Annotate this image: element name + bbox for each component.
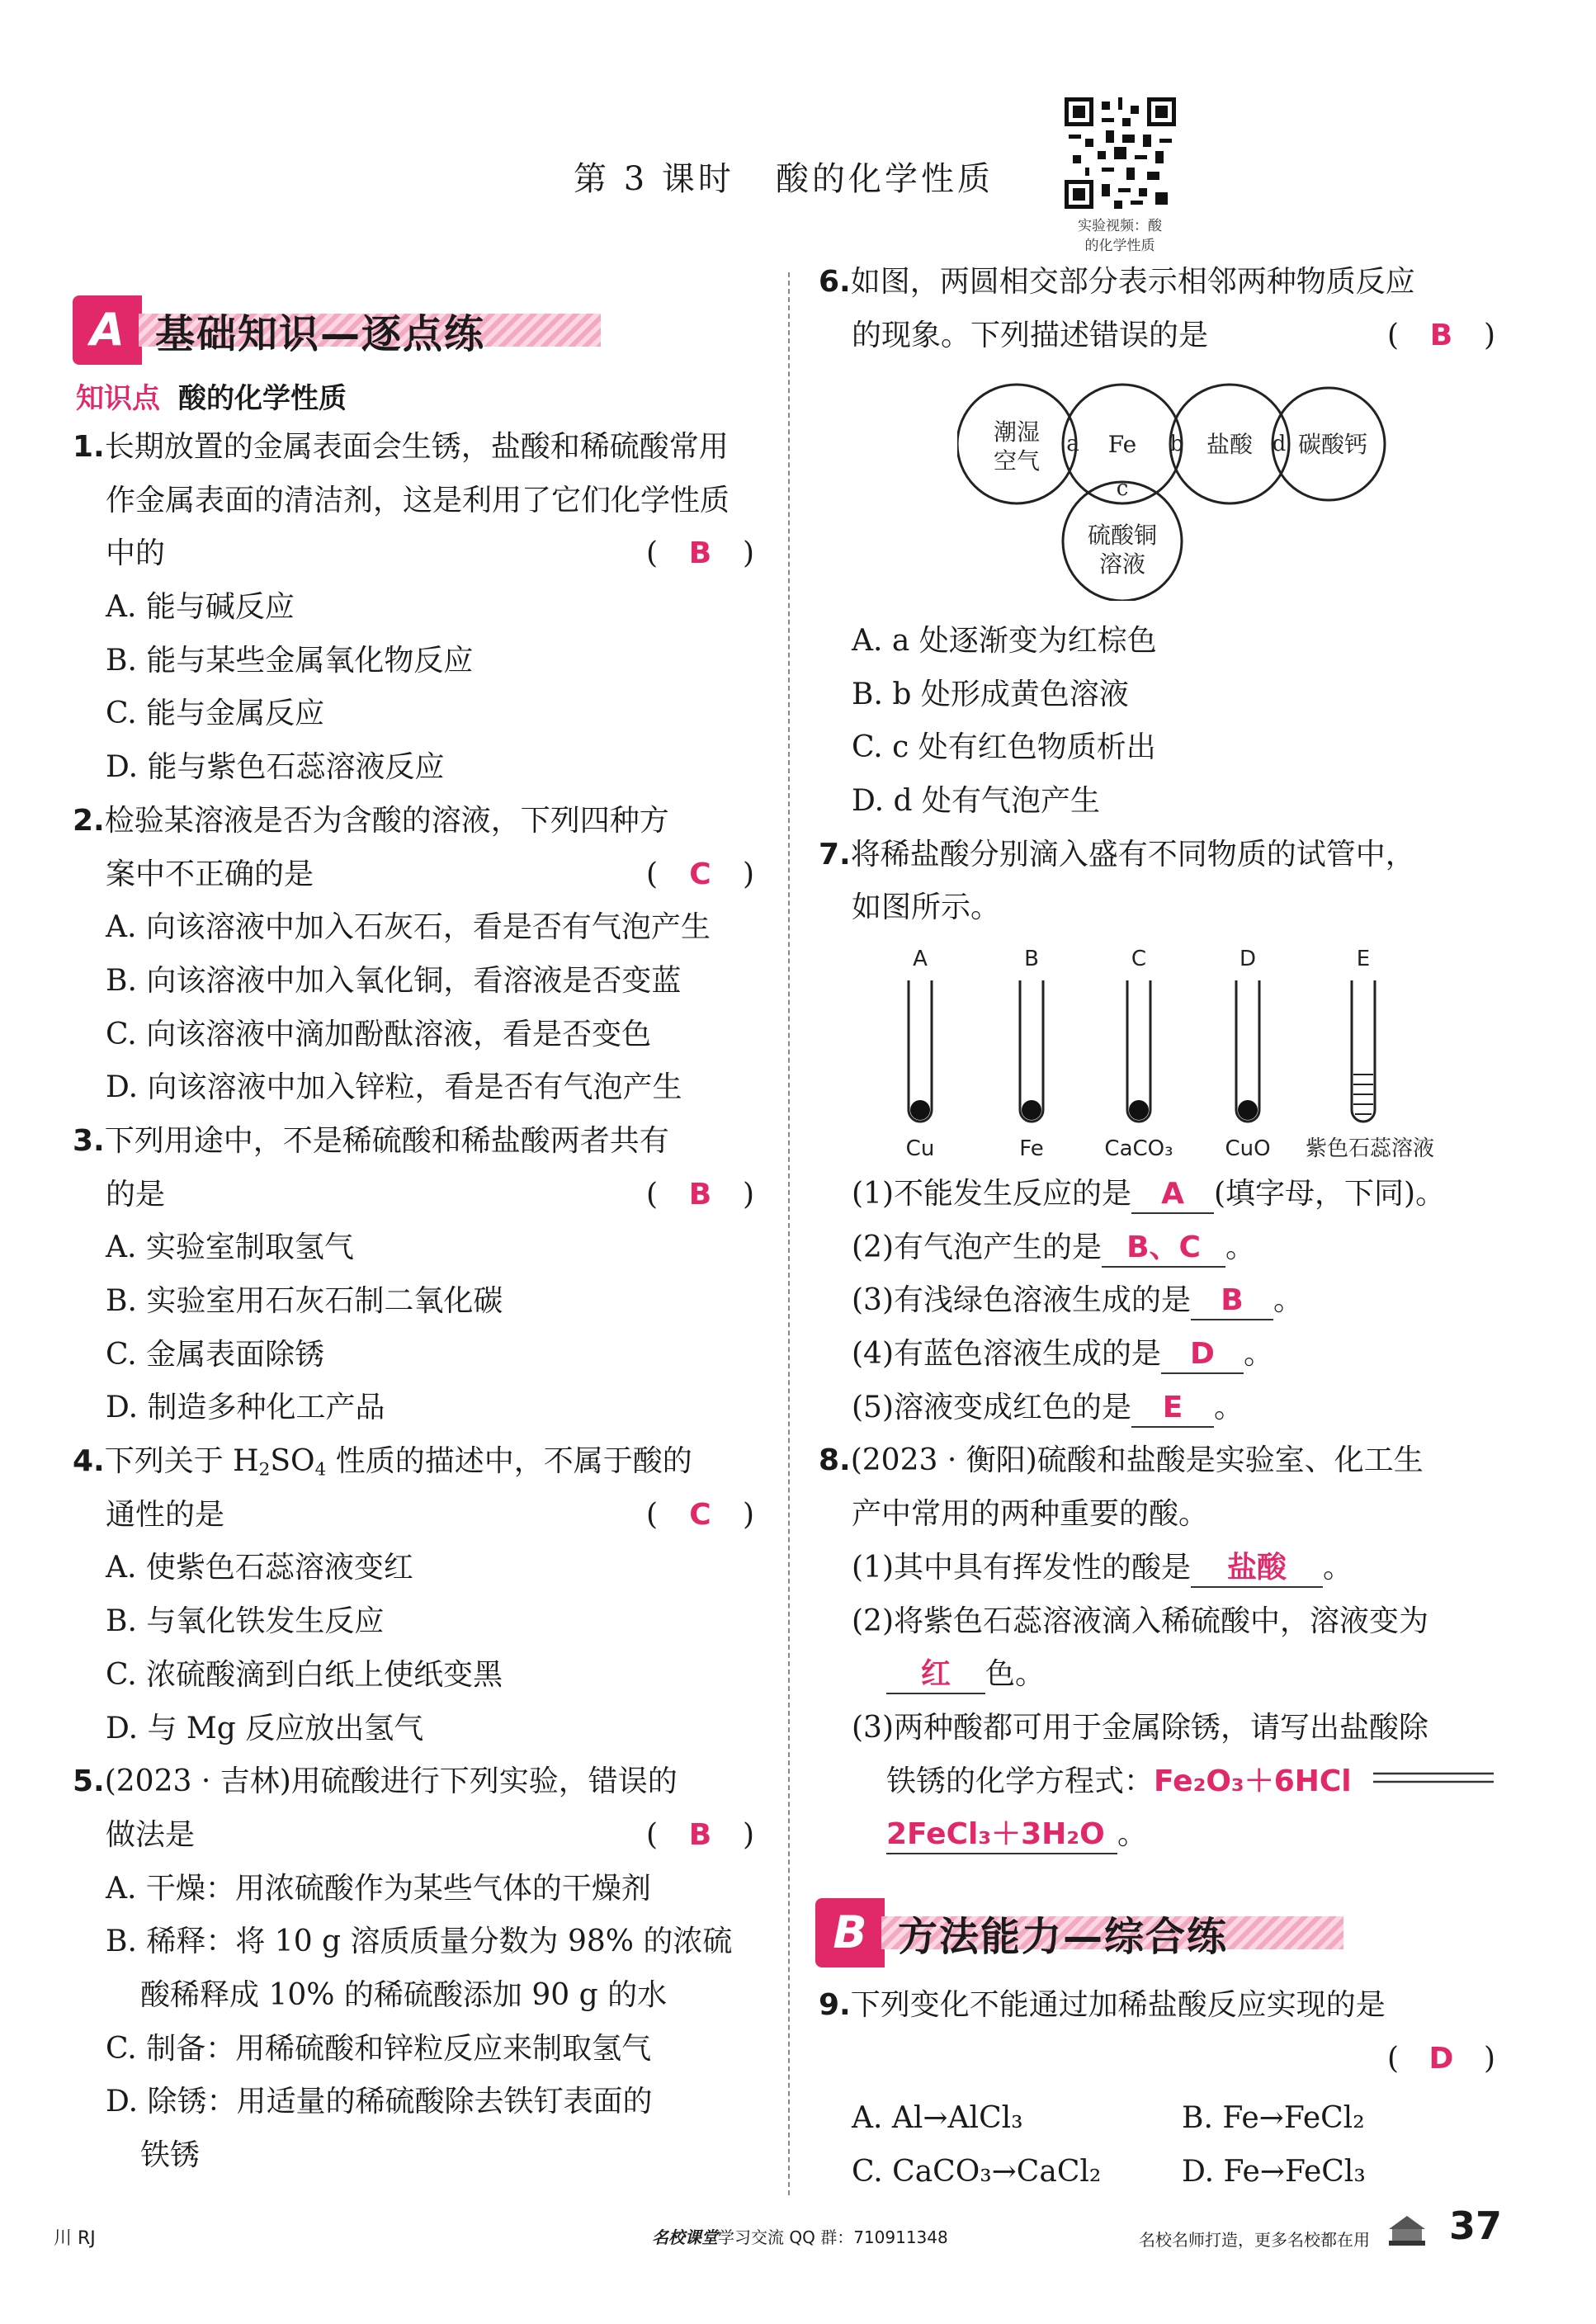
option: B. 稀释：将 10 g 溶质质量分数为 98% 的浓硫 — [106, 1925, 733, 1959]
right-column-bottom: (1)不能发生反应的是 A (填字母，下同)。 (2)有气泡产生的是 B、C 。 (3)有浅绿色溶液生成的是 B 。 (4)有蓝色溶液生成的是 D 。 (5)溶液变成红色的是 E 。 8.(2023 · 衡阳)硫酸和盐酸是实验室、化工生 产中常用的两种重要的酸。 (1)其中具有挥发性的酸是 盐酸 。 (2)将紫色石蕊溶液滴入稀硫酸中，溶液变为 红 色。 (3)两种酸都可用于金属除锈，请写出盐酸除 铁锈的化学方程式：Fe₂O₃＋6HCl 2FeCl₃＋3H₂O 。 — [819, 1168, 1504, 1862]
q7-sub-1: (1)不能发生反应的是 A (填字母，下同)。 — [819, 1168, 1504, 1221]
option: C. 金属表面除锈 — [106, 1337, 325, 1372]
option: A. 使紫色石蕊溶液变红 — [106, 1551, 413, 1585]
answer-3: ( B ) — [646, 1177, 754, 1212]
option: B. 实验室用石灰石制二氧化碳 — [106, 1284, 503, 1318]
q8-sub-3-cont: 铁锈的化学方程式：Fe₂O₃＋6HCl — [819, 1755, 1504, 1809]
question-9-block — [819, 1979, 1495, 2199]
answer-4: ( C ) — [646, 1497, 754, 1532]
test-tubes-figure — [883, 941, 1461, 1172]
circles-diagram — [957, 370, 1386, 601]
q8-sub-2: (2)将紫色石蕊溶液滴入稀硫酸中，溶液变为 — [852, 1604, 1428, 1638]
section-a-banner — [73, 295, 617, 365]
tube-label-cu: Cu — [905, 1136, 935, 1161]
option: B. Fe→FeCl₂ — [1182, 2101, 1365, 2136]
question-8: 8.(2023 · 衡阳)硫酸和盐酸是实验室、化工生 — [819, 1443, 1424, 1478]
q7-sub-5: (5)溶液变成红色的是 E 。 — [819, 1382, 1504, 1435]
answer-6: ( B ) — [1387, 318, 1495, 352]
answer-9: ( D ) — [1387, 2041, 1495, 2076]
question-9: 9.下列变化不能通过加稀盐酸反应实现的是 — [819, 1988, 1386, 2022]
q8-sub-3-eq2: 2FeCl₃＋3H₂O 。 — [819, 1808, 1504, 1862]
right-column-top: 6.如图，两圆相交部分表示相邻两种物质反应 的现象。下列描述错误的是 ( B ) — [819, 256, 1495, 362]
answer-blank: 盐酸 — [1191, 1550, 1323, 1588]
equation-equals — [1372, 1770, 1495, 1787]
question-6: 6.如图，两圆相交部分表示相邻两种物质反应 — [819, 265, 1415, 299]
q7-sub-2: (2)有气泡产生的是 B、C 。 — [819, 1221, 1504, 1275]
q8-sub-3: (3)两种酸都可用于金属除锈，请写出盐酸除 — [852, 1710, 1428, 1745]
left-column: 1.长期放置的金属表面会生锈，盐酸和稀硫酸常用 作金属表面的清洁剂，这是利用了它们化学性质 中的 ( B ) A. 能与碱反应 B. 能与某些金属氧化物反应 C. 能与金属反应 D. 能与紫色石蕊溶液反应 2.检验某溶液是否为含酸的溶液，下列四种方 案中不正确的是 ( C ) A. 向该溶液中加入石灰石，看是否有气泡产生 B. 向该溶液中加入氧化铜，看溶液是否变蓝 C. 向该溶液中滴加酚酞溶液，看是否变色 D. 向该溶液中加入锌粒，看是否有气泡产生 3.下列用途中，不是稀硫酸和稀盐酸两者共有 的是 ( B ) A. 实验室制取氢气 B. 实验室用石灰石制二氧化碳 C. 金属表面除锈 D. 制造多种化工产品 4.下列关于 $H_2SO_4$ 性质的描述中，不属于酸的 通性的是 ( C ) A. 使紫色石蕊溶液变红 B. 与氧化铁发生反应 C. 浓硫酸滴到白纸上使纸变黑 D. 与 Mg 反应放出氢气 5.(2023 · 吉林)用硫酸进行下列实验，错误的 做法是 ( B ) A. 干燥：用浓硫酸作为某些气体的干燥剂 B. 稀释：将 10 g 溶质质量分数为 98% 的浓硫 酸稀释成 10% 的稀硫酸添加 90 g 的水 C. 制备：用稀硫酸和锌粒反应来制取氢气 D. 除锈：用适量的稀硫酸除去铁钉表面的 铁锈 — [73, 421, 754, 2183]
option: C. CaCO₃→CaCl₂ — [852, 2155, 1102, 2189]
option: B. 向该溶液中加入氧化铜，看溶液是否变蓝 — [106, 963, 682, 998]
option: B. b 处形成黄色溶液 — [852, 677, 1129, 711]
region-d: d — [1272, 432, 1287, 456]
question-1: 1.长期放置的金属表面会生锈，盐酸和稀硫酸常用 — [73, 430, 729, 464]
option: D. d 处有气泡产生 — [852, 784, 1100, 819]
option: A. 能与碱反应 — [106, 590, 295, 625]
knowledge-point — [76, 376, 347, 416]
option: D. 与 Mg 反应放出氢气 — [106, 1711, 424, 1745]
section-a-badge: A — [73, 295, 142, 365]
circle-label-fe: Fe — [1107, 431, 1137, 458]
equation-right: 2FeCl₃＋3H₂O — [886, 1816, 1117, 1854]
answer-blank: 红 — [886, 1656, 985, 1694]
circle-label-cuso4: 硫酸铜 — [1087, 522, 1158, 549]
page-title: 第 3 课时 酸的化学性质 — [574, 160, 994, 198]
answer-blank: B、C — [1102, 1230, 1225, 1268]
option: D. 能与紫色石蕊溶液反应 — [106, 750, 445, 785]
section-b-banner — [815, 1898, 1360, 1967]
q8-sub-1: (1)其中具有挥发性的酸是 盐酸 。 — [819, 1542, 1504, 1595]
q7-sub-3: (3)有浅绿色溶液生成的是 B 。 — [819, 1274, 1504, 1328]
option: D. 向该溶液中加入锌粒，看是否有气泡产生 — [106, 1070, 682, 1105]
equation-left: Fe₂O₃＋6HCl — [1154, 1764, 1352, 1798]
option: C. 浓硫酸滴到白纸上使纸变黑 — [106, 1657, 503, 1692]
tube-label-cuo: CuO — [1225, 1136, 1271, 1161]
question-2: 2.检验某溶液是否为含酸的溶液，下列四种方 — [73, 803, 669, 838]
section-a-title: 基础知识—逐点练 — [155, 311, 486, 357]
footer-slogan: 名校名师打造，更多名校都在用 — [1139, 2230, 1370, 2250]
knowledge-point-title: 酸的化学性质 — [178, 382, 347, 415]
option: D. 制造多种化工产品 — [106, 1391, 385, 1425]
region-a: a — [1066, 432, 1079, 456]
option: C. 制备：用稀硫酸和锌粒反应来制取氢气 — [106, 2031, 652, 2066]
option: A. 实验室制取氢气 — [106, 1230, 354, 1265]
q7-sub-4: (4)有蓝色溶液生成的是 D 。 — [819, 1328, 1504, 1382]
circle-label-hcl: 盐酸 — [1206, 431, 1254, 458]
brand-logo-icon — [1382, 2208, 1432, 2249]
question-5: 5.(2023 · 吉林)用硫酸进行下列实验，错误的 — [73, 1764, 678, 1799]
option: A. Al→AlCl₃ — [852, 2101, 1023, 2136]
option: C. 向该溶液中滴加酚酞溶液，看是否变色 — [106, 1017, 652, 1051]
circle-label-moist-air: 潮湿 — [993, 418, 1041, 446]
svg-text:D: D — [1239, 947, 1257, 971]
question-3: 3.下列用途中，不是稀硫酸和稀盐酸两者共有 — [73, 1123, 669, 1158]
option: C. c 处有红色物质析出 — [852, 730, 1156, 765]
qr-code-icon[interactable] — [1065, 97, 1176, 209]
page-number: 37 — [1449, 2204, 1503, 2248]
option: A. a 处逐渐变为红棕色 — [852, 624, 1157, 658]
q8-sub-2-cont: 红 色。 — [819, 1648, 1504, 1702]
option: D. Fe→FeCl₃ — [1182, 2155, 1366, 2189]
question-4: 4.下列关于 $H_2SO_4$ 性质的描述中，不属于酸的 — [73, 1444, 692, 1481]
answer-blank: D — [1161, 1336, 1244, 1374]
tube-label-litmus: 紫色石蕊溶液 — [1305, 1136, 1435, 1161]
test-tube-e — [1352, 980, 1375, 1122]
section-b-badge: B — [815, 1898, 885, 1967]
option: B. 能与某些金属氧化物反应 — [106, 643, 474, 678]
answer-1: ( B ) — [646, 536, 754, 571]
answer-2: ( C ) — [646, 857, 754, 891]
answer-5: ( B ) — [646, 1817, 754, 1852]
svg-text:C: C — [1131, 947, 1147, 971]
qr-caption: 实验视频：酸 的化学性质 — [1078, 218, 1162, 254]
svg-text:E: E — [1356, 947, 1371, 971]
region-b: b — [1169, 432, 1184, 456]
option: A. 干燥：用浓硫酸作为某些气体的干燥剂 — [106, 1871, 651, 1906]
answer-blank: B — [1191, 1282, 1273, 1320]
option: C. 能与金属反应 — [106, 697, 325, 731]
option: B. 与氧化铁发生反应 — [106, 1604, 385, 1639]
question-7: 7.将稀盐酸分别滴入盛有不同物质的试管中， — [819, 837, 1415, 872]
column-divider — [788, 272, 790, 2195]
section-b-title: 方法能力—综合练 — [898, 1914, 1229, 1960]
svg-text:B: B — [1024, 947, 1039, 971]
footer-qq: 名校课堂学习交流 QQ 群：710911348 — [652, 2227, 948, 2247]
option: A. 向该溶液中加入石灰石，看是否有气泡产生 — [106, 910, 711, 945]
answer-blank: E — [1131, 1390, 1214, 1428]
right-column-mid: A. a 处逐渐变为红棕色 B. b 处形成黄色溶液 C. c 处有红色物质析出 D. d 处有气泡产生 7.将稀盐酸分别滴入盛有不同物质的试管中， 如图所示。 — [819, 615, 1495, 935]
option: D. 除锈：用适量的稀硫酸除去铁钉表面的 — [106, 2085, 653, 2119]
knowledge-point-label: 知识点 — [76, 382, 160, 415]
region-c: c — [1116, 476, 1129, 501]
circle-label-caco3: 碳酸钙 — [1297, 431, 1368, 458]
tube-label-fe: Fe — [1019, 1136, 1044, 1161]
svg-text:空气: 空气 — [993, 447, 1041, 475]
footer-edition: 川 RJ — [54, 2228, 96, 2249]
answer-blank: A — [1131, 1176, 1214, 1214]
svg-text:A: A — [913, 947, 928, 971]
tube-label-caco3: CaCO₃ — [1104, 1136, 1173, 1161]
svg-text:溶液: 溶液 — [1098, 550, 1146, 578]
